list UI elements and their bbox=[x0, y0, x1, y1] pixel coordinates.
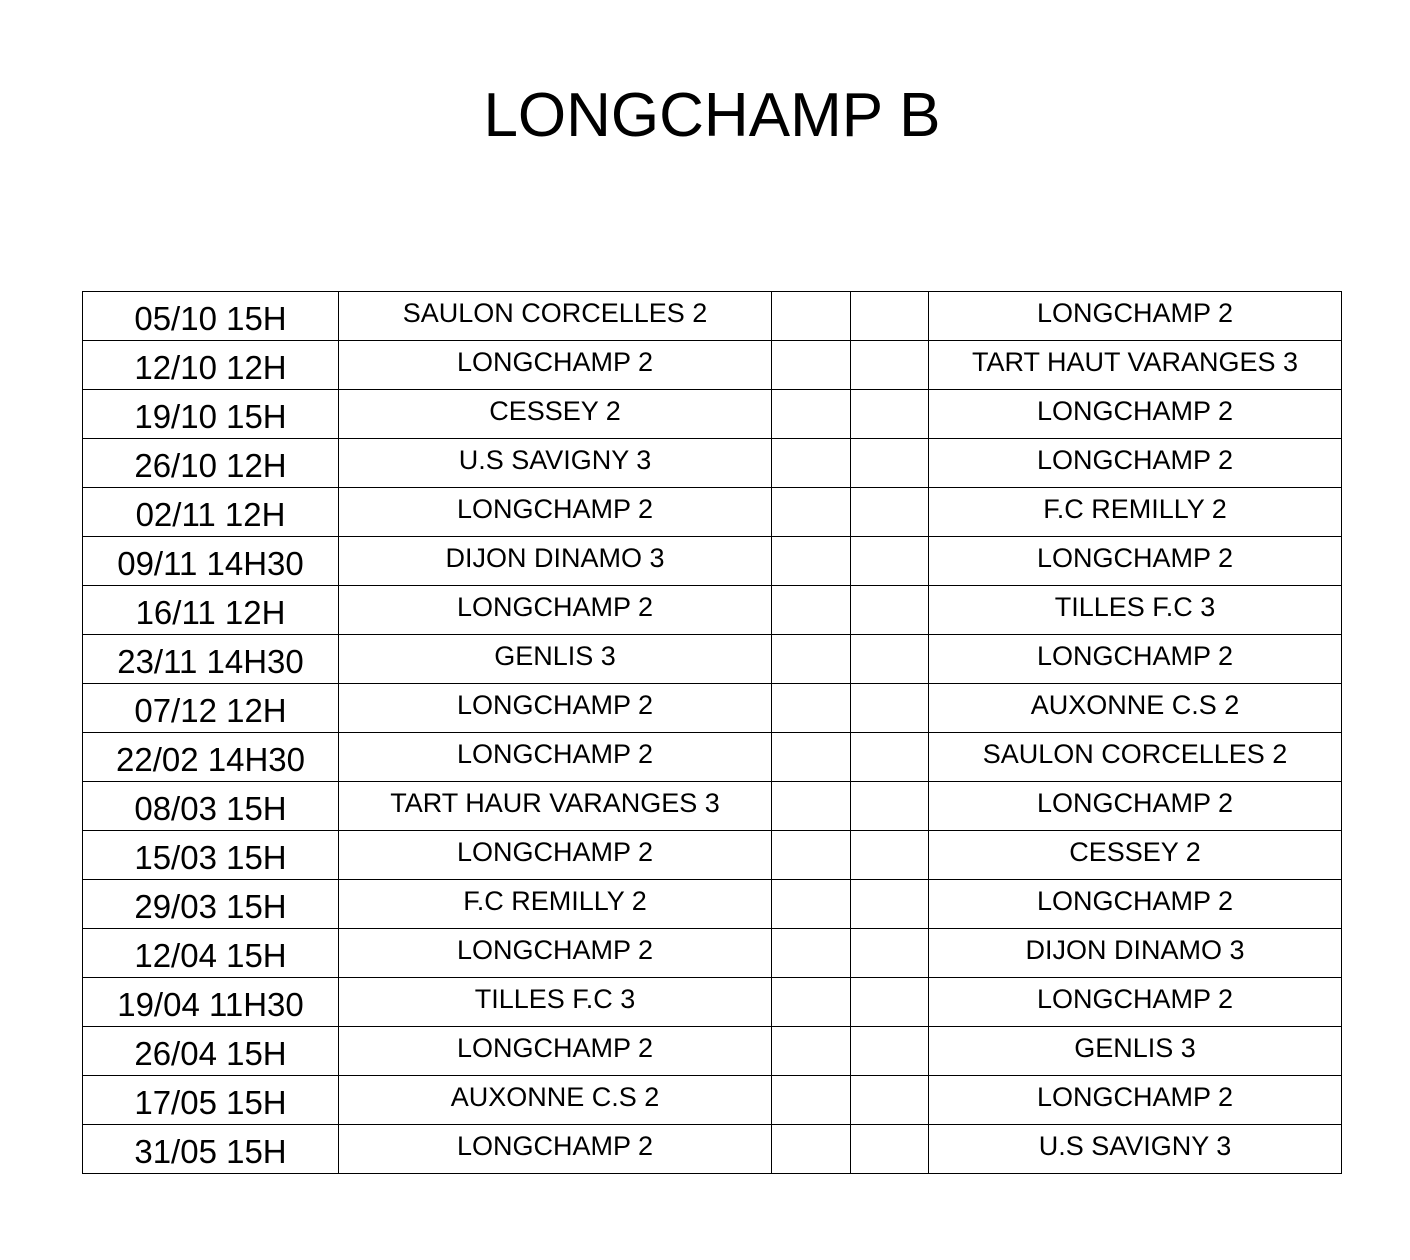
home-team: LONGCHAMP 2 bbox=[339, 1027, 772, 1076]
table-row bbox=[83, 733, 1342, 782]
home-team: DIJON DINAMO 3 bbox=[339, 537, 772, 586]
home-score bbox=[772, 537, 851, 586]
match-date: 31/05 15H bbox=[83, 1125, 339, 1174]
home-score bbox=[772, 1027, 851, 1076]
table-row bbox=[83, 390, 1342, 439]
home-score bbox=[772, 488, 851, 537]
home-team: LONGCHAMP 2 bbox=[339, 733, 772, 782]
home-team: F.C REMILLY 2 bbox=[339, 880, 772, 929]
away-team: CESSEY 2 bbox=[929, 831, 1342, 880]
home-score bbox=[772, 1125, 851, 1174]
home-team: U.S SAVIGNY 3 bbox=[339, 439, 772, 488]
home-score bbox=[772, 782, 851, 831]
home-team: GENLIS 3 bbox=[339, 635, 772, 684]
home-team: SAULON CORCELLES 2 bbox=[339, 292, 772, 341]
away-team: LONGCHAMP 2 bbox=[929, 1076, 1342, 1125]
home-team: TILLES F.C 3 bbox=[339, 978, 772, 1027]
away-team: AUXONNE C.S 2 bbox=[929, 684, 1342, 733]
table-row bbox=[83, 831, 1342, 880]
away-score bbox=[851, 978, 929, 1027]
away-score bbox=[851, 831, 929, 880]
away-team: LONGCHAMP 2 bbox=[929, 635, 1342, 684]
away-team: U.S SAVIGNY 3 bbox=[929, 1125, 1342, 1174]
match-date: 12/04 15H bbox=[83, 929, 339, 978]
away-score bbox=[851, 537, 929, 586]
match-date: 26/10 12H bbox=[83, 439, 339, 488]
home-score bbox=[772, 635, 851, 684]
match-schedule-table bbox=[82, 291, 1342, 1174]
table-row bbox=[83, 537, 1342, 586]
home-score bbox=[772, 439, 851, 488]
match-date: 08/03 15H bbox=[83, 782, 339, 831]
away-score bbox=[851, 439, 929, 488]
match-date: 09/11 14H30 bbox=[83, 537, 339, 586]
home-score bbox=[772, 978, 851, 1027]
home-team: LONGCHAMP 2 bbox=[339, 586, 772, 635]
home-team: LONGCHAMP 2 bbox=[339, 929, 772, 978]
home-score bbox=[772, 1076, 851, 1125]
home-score bbox=[772, 684, 851, 733]
table-row bbox=[83, 880, 1342, 929]
home-score bbox=[772, 586, 851, 635]
away-score bbox=[851, 292, 929, 341]
away-team: LONGCHAMP 2 bbox=[929, 880, 1342, 929]
away-score bbox=[851, 733, 929, 782]
home-score bbox=[772, 733, 851, 782]
table-row bbox=[83, 782, 1342, 831]
table-row bbox=[83, 1125, 1342, 1174]
home-team: LONGCHAMP 2 bbox=[339, 831, 772, 880]
home-team: LONGCHAMP 2 bbox=[339, 488, 772, 537]
away-score bbox=[851, 929, 929, 978]
table-row bbox=[83, 292, 1342, 341]
table-row bbox=[83, 439, 1342, 488]
away-score bbox=[851, 1076, 929, 1125]
table-row bbox=[83, 635, 1342, 684]
match-date: 19/04 11H30 bbox=[83, 978, 339, 1027]
match-date: 23/11 14H30 bbox=[83, 635, 339, 684]
away-score bbox=[851, 1027, 929, 1076]
away-score bbox=[851, 390, 929, 439]
away-score bbox=[851, 880, 929, 929]
table-row bbox=[83, 341, 1342, 390]
home-team: TART HAUR VARANGES 3 bbox=[339, 782, 772, 831]
home-team: LONGCHAMP 2 bbox=[339, 684, 772, 733]
away-score bbox=[851, 684, 929, 733]
home-score bbox=[772, 292, 851, 341]
match-date: 29/03 15H bbox=[83, 880, 339, 929]
away-team: SAULON CORCELLES 2 bbox=[929, 733, 1342, 782]
table-row bbox=[83, 1027, 1342, 1076]
match-date: 16/11 12H bbox=[83, 586, 339, 635]
match-date: 15/03 15H bbox=[83, 831, 339, 880]
home-team: LONGCHAMP 2 bbox=[339, 341, 772, 390]
match-date: 17/05 15H bbox=[83, 1076, 339, 1125]
away-team: LONGCHAMP 2 bbox=[929, 782, 1342, 831]
away-team: LONGCHAMP 2 bbox=[929, 390, 1342, 439]
match-date: 05/10 15H bbox=[83, 292, 339, 341]
table-row bbox=[83, 488, 1342, 537]
away-team: LONGCHAMP 2 bbox=[929, 537, 1342, 586]
away-team: LONGCHAMP 2 bbox=[929, 978, 1342, 1027]
home-score bbox=[772, 929, 851, 978]
match-date: 12/10 12H bbox=[83, 341, 339, 390]
table-row bbox=[83, 929, 1342, 978]
away-team: LONGCHAMP 2 bbox=[929, 439, 1342, 488]
match-date: 26/04 15H bbox=[83, 1027, 339, 1076]
away-score bbox=[851, 782, 929, 831]
away-score bbox=[851, 586, 929, 635]
away-score bbox=[851, 488, 929, 537]
home-team: CESSEY 2 bbox=[339, 390, 772, 439]
away-team: GENLIS 3 bbox=[929, 1027, 1342, 1076]
away-team: DIJON DINAMO 3 bbox=[929, 929, 1342, 978]
home-score bbox=[772, 831, 851, 880]
match-date: 19/10 15H bbox=[83, 390, 339, 439]
away-score bbox=[851, 1125, 929, 1174]
table-row bbox=[83, 586, 1342, 635]
page-title: LONGCHAMP B bbox=[483, 81, 941, 150]
match-schedule-body bbox=[83, 292, 1342, 1174]
away-score bbox=[851, 341, 929, 390]
match-date: 02/11 12H bbox=[83, 488, 339, 537]
home-score bbox=[772, 341, 851, 390]
away-team: F.C REMILLY 2 bbox=[929, 488, 1342, 537]
match-date: 22/02 14H30 bbox=[83, 733, 339, 782]
match-date: 07/12 12H bbox=[83, 684, 339, 733]
away-team: TART HAUT VARANGES 3 bbox=[929, 341, 1342, 390]
away-team: TILLES F.C 3 bbox=[929, 586, 1342, 635]
away-score bbox=[851, 635, 929, 684]
home-score bbox=[772, 390, 851, 439]
table-row bbox=[83, 684, 1342, 733]
home-score bbox=[772, 880, 851, 929]
home-team: AUXONNE C.S 2 bbox=[339, 1076, 772, 1125]
home-team: LONGCHAMP 2 bbox=[339, 1125, 772, 1174]
away-team: LONGCHAMP 2 bbox=[929, 292, 1342, 341]
table-row bbox=[83, 978, 1342, 1027]
table-row bbox=[83, 1076, 1342, 1125]
